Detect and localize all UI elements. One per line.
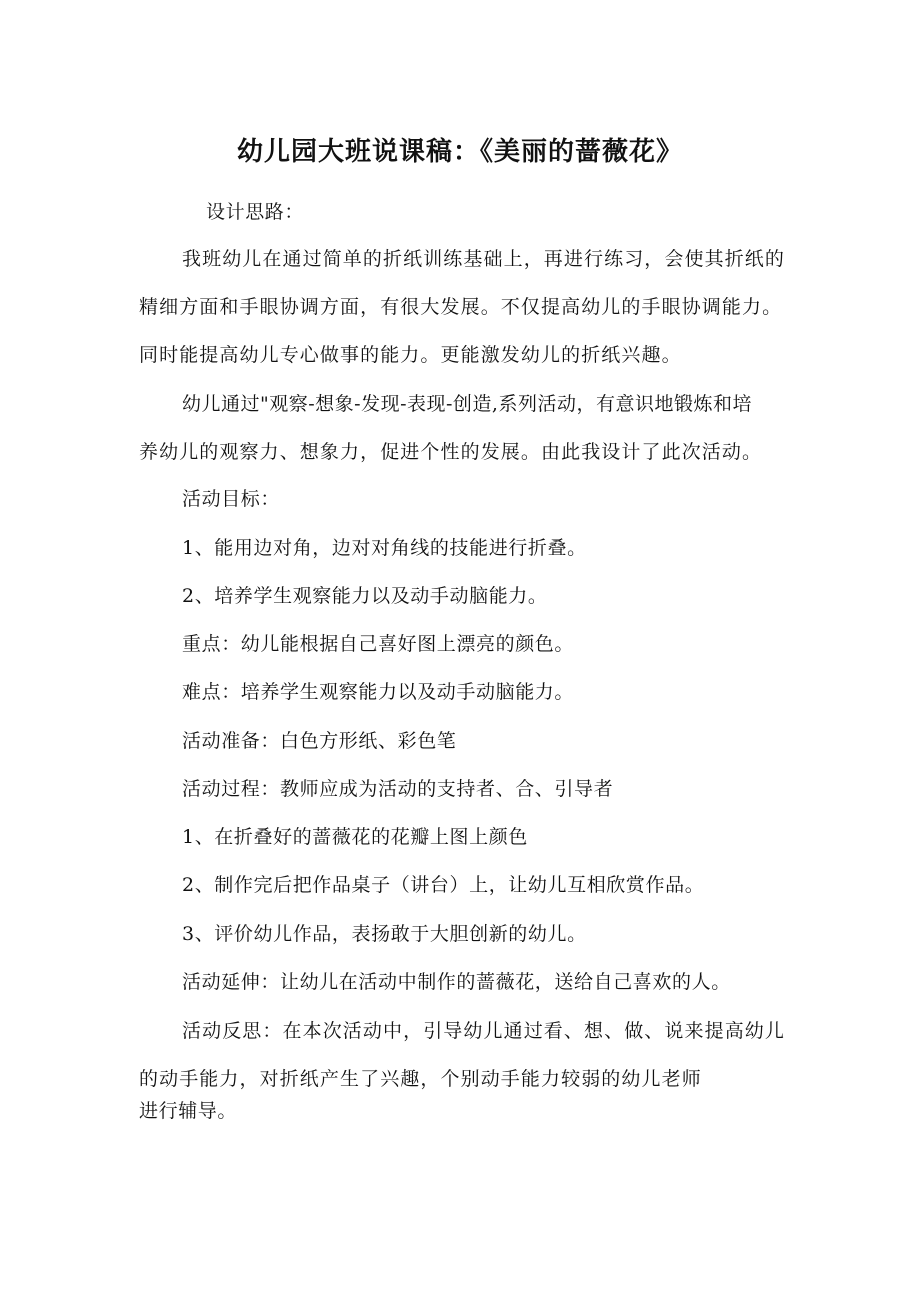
- section-heading-design-idea: 设计思路：: [206, 201, 305, 223]
- goal-item: 1、能用边对角，边对对角线的技能进行折叠。: [182, 537, 587, 559]
- process-step: 1、在折叠好的蔷薇花的花瓣上图上颜色: [182, 826, 528, 848]
- process-step: 2、制作完后把作品桌子（讲台）上，让幼儿互相欣赏作品。: [182, 874, 705, 896]
- paragraph-line: 进行辅导。: [139, 1100, 238, 1122]
- paragraph-line: 我班幼儿在通过简单的折纸训练基础上，再进行练习，会使其折纸的: [182, 248, 786, 270]
- activity-preparation: 活动准备：白色方形纸、彩色笔: [182, 730, 457, 752]
- goal-item: 2、培养学生观察能力以及动手动脑能力。: [182, 585, 548, 607]
- paragraph-line: 幼儿通过"观察-想象-发现-表现-创造,系列活动，有意识地锻炼和培: [182, 393, 752, 415]
- process-step: 3、评价幼儿作品，表扬敢于大胆创新的幼儿。: [182, 923, 587, 945]
- paragraph-line: 同时能提高幼儿专心做事的能力。更能激发幼儿的折纸兴趣。: [139, 344, 682, 366]
- key-point: 重点：幼儿能根据自己喜好图上漂亮的颜色。: [182, 633, 575, 655]
- difficult-point: 难点：培养学生观察能力以及动手动脑能力。: [182, 681, 575, 703]
- paragraph-line: 精细方面和手眼协调方面，有很大发展。不仅提高幼儿的手眼协调能力。: [139, 296, 783, 318]
- activity-process: 活动过程：教师应成为活动的支持者、合、引导者: [182, 778, 614, 800]
- section-heading-goals: 活动目标：: [182, 488, 281, 510]
- activity-reflection: 活动反思：在本次活动中，引导幼儿通过看、想、做、说来提高幼儿: [182, 1020, 786, 1042]
- document-title: 幼儿园大班说课稿：《美丽的蔷薇花》: [236, 137, 683, 167]
- paragraph-line: 养幼儿的观察力、想象力，促进个性的发展。由此我设计了此次活动。: [139, 441, 763, 463]
- activity-extension: 活动延伸：让幼儿在活动中制作的蔷薇花，送给自己喜欢的人。: [182, 971, 731, 993]
- paragraph-line: 的动手能力，对折纸产生了兴趣，个别动手能力较弱的幼儿老师: [139, 1068, 702, 1090]
